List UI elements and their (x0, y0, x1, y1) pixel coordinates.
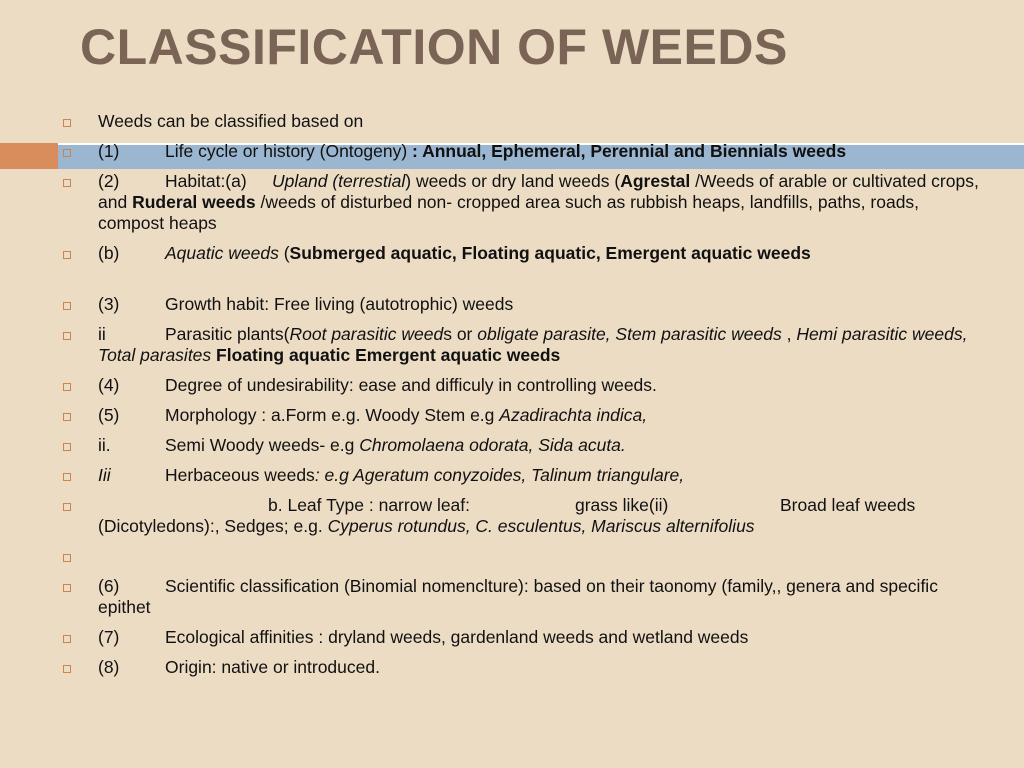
spacer (60, 273, 980, 294)
bullet-list (60, 111, 980, 687)
list-item: (8) Origin: native or introduced. (60, 657, 980, 678)
square-bullet-icon (63, 179, 71, 187)
square-bullet-icon (63, 413, 71, 421)
list-item: b. Leaf Type : narrow leaf: grass like(ii) Broad leaf weeds (Dicotyledons):, Sedges; e.g. Cyperus rotundus, C. esculentus, Mariscus alternifolius (60, 495, 980, 537)
list-item: Weeds can be classified based on (60, 111, 980, 132)
list-item: (2) Habitat:(a) Upland (terrestial) weeds or dry land weeds (Agrestal /Weeds of arable or cultivated crops, and Ruderal weeds /weeds of disturbed non- cropped area such as rubbish heaps, landfills, paths, roads, compost heaps (60, 171, 980, 234)
square-bullet-icon (63, 584, 71, 592)
square-bullet-icon (63, 665, 71, 673)
square-bullet-icon (63, 251, 71, 259)
list-item: (4) Degree of undesirability: ease and difficuly in controlling weeds. (60, 375, 980, 396)
square-bullet-icon (63, 119, 71, 127)
square-bullet-icon (63, 554, 71, 562)
square-bullet-icon (63, 503, 71, 511)
list-item: (6) Scientific classification (Binomial nomenclture): based on their taonomy (family,, genera and specific epithet (60, 576, 980, 618)
list-item: (b) Aquatic weeds (Submerged aquatic, Floating aquatic, Emergent aquatic weeds (60, 243, 980, 264)
square-bullet-icon (63, 635, 71, 643)
square-bullet-icon (63, 149, 71, 157)
slide-title: CLASSIFICATION OF WEEDS (80, 19, 788, 75)
accent-band-orange (0, 143, 58, 169)
list-item: (5) Morphology : a.Form e.g. Woody Stem e.g Azadirachta indica, (60, 405, 980, 426)
square-bullet-icon (63, 332, 71, 340)
list-item (60, 546, 980, 567)
list-item: (1) Life cycle or history (Ontogeny) : Annual, Ephemeral, Perennial and Biennials weeds (60, 141, 980, 162)
square-bullet-icon (63, 302, 71, 310)
square-bullet-icon (63, 383, 71, 391)
square-bullet-icon (63, 473, 71, 481)
list-item: ii. Semi Woody weeds- e.g Chromolaena odorata, Sida acuta. (60, 435, 980, 456)
list-item: (7) Ecological affinities : dryland weeds, gardenland weeds and wetland weeds (60, 627, 980, 648)
list-item: Iii Herbaceous weeds: e.g Ageratum conyzoides, Talinum triangulare, (60, 465, 980, 486)
list-item: (3) Growth habit: Free living (autotrophic) weeds (60, 294, 980, 315)
square-bullet-icon (63, 443, 71, 451)
list-item: ii Parasitic plants(Root parasitic weeds or obligate parasite, Stem parasitic weeds , Hemi parasitic weeds, Total parasites Floating aquatic Emergent aquatic weeds (60, 324, 980, 366)
